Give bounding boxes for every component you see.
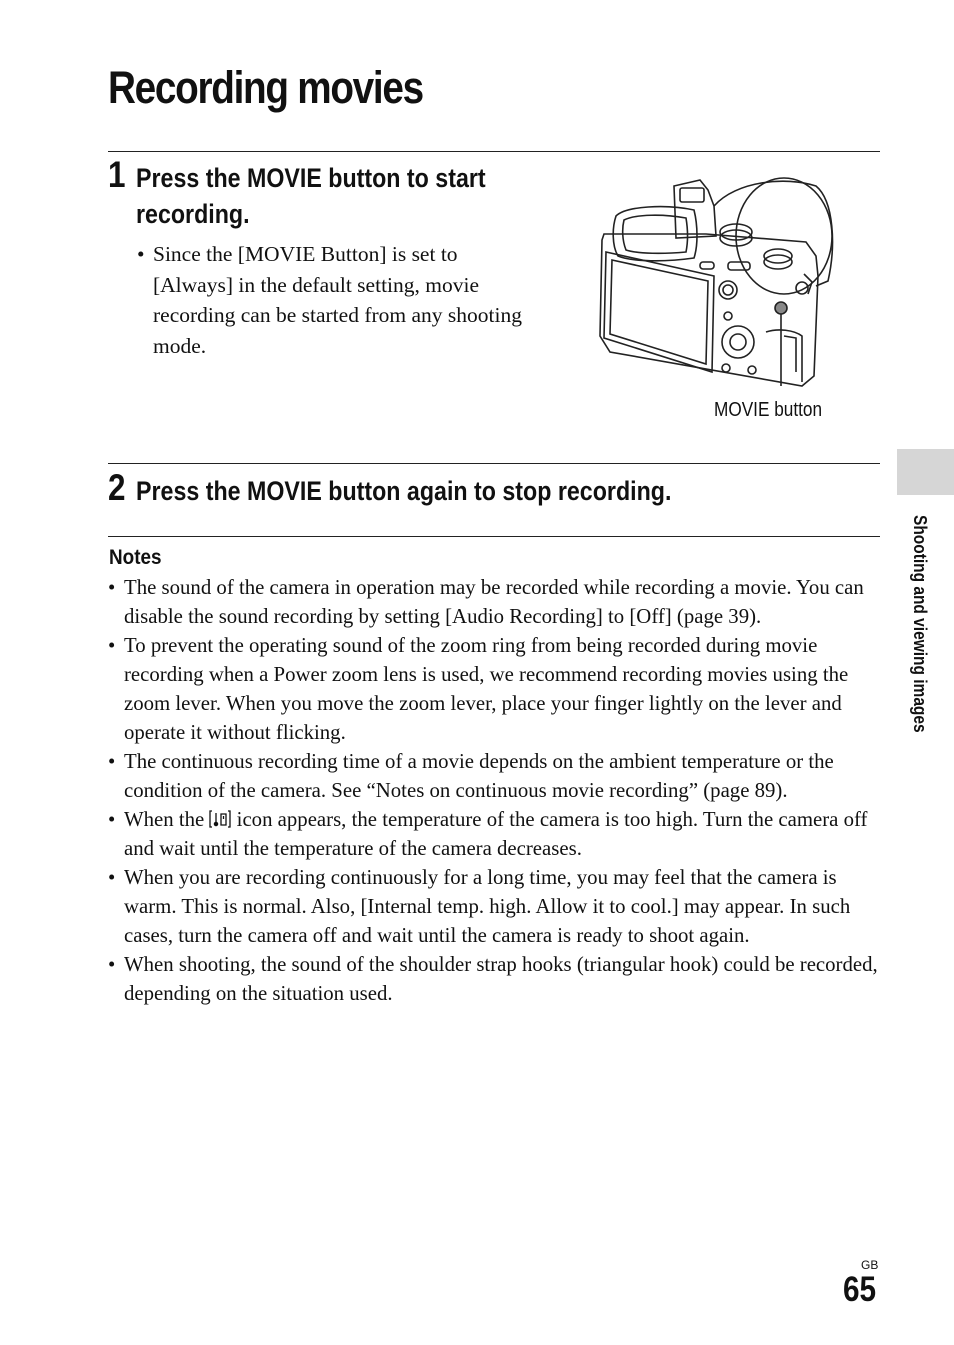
notes-rule (108, 536, 880, 537)
note-item: • To prevent the operating sound of the zoom ring from being recorded during movie recording when a Power zoom lens is used, we recommend recording movies using the zoom lever. When you move the zoom lever, place your finger lightly on the lever and operate it without flicking. (108, 631, 883, 747)
note-item-temperature (108, 805, 883, 863)
step2-heading: Press the MOVIE button again to stop recording. (136, 476, 672, 506)
section-side-label-text: Shooting and viewing images (910, 515, 930, 733)
step2-number: 2 (108, 467, 126, 508)
page-number: 65 (843, 1270, 877, 1309)
section-tab-marker (897, 449, 954, 495)
note-item: • The continuous recording time of a movie depends on the ambient temperature or the condition of the camera. See “Notes on continuous movie recording” (page 89). (108, 747, 883, 805)
temperature-warning-icon (209, 807, 231, 825)
page-title: Recording movies (108, 62, 423, 113)
note-item: • The sound of the camera in operation may be recorded while recording a movie. You can disable the sound recording by setting [Audio Recording] to [Off] (page 39). (108, 573, 883, 631)
step2-rule (108, 463, 880, 464)
step1-heading (136, 160, 556, 232)
region-code: GB (861, 1258, 879, 1272)
temp-note-before: When the (124, 808, 205, 831)
notes-list (108, 573, 883, 1008)
step1-bullets (137, 239, 532, 361)
note-item: • When you are recording continuously for a long time, you may feel that the camera is warm. This is normal. Also, [Internal temp. high. Allow it to cool.] may appear. In such cases, turn the camera off and wait until the camera is ready to shoot again. (108, 863, 883, 950)
movie-button-caption: MOVIE button (714, 399, 823, 421)
step1-heading-line1: Press the MOVIE button to start (136, 163, 486, 193)
step1-heading-line2: recording. (136, 199, 250, 229)
step1-bullet: • Since the [MOVIE Button] is set to [Always] in the default setting, movie recording can be started from any shooting mode. (137, 239, 532, 361)
camera-illustration (596, 176, 836, 391)
camera-back-icon (596, 176, 836, 391)
step1-number: 1 (108, 154, 126, 195)
notes-heading: Notes (109, 546, 162, 569)
temp-note-after: icon appears, the temperature of the camera is too high. Turn the camera off and wait until the temperature of the camera decreases. (124, 808, 868, 860)
step1-rule (108, 151, 880, 152)
section-side-label (908, 515, 932, 815)
note-item: • When shooting, the sound of the shoulder strap hooks (triangular hook) could be recorded, depending on the situation used. (108, 950, 883, 1008)
